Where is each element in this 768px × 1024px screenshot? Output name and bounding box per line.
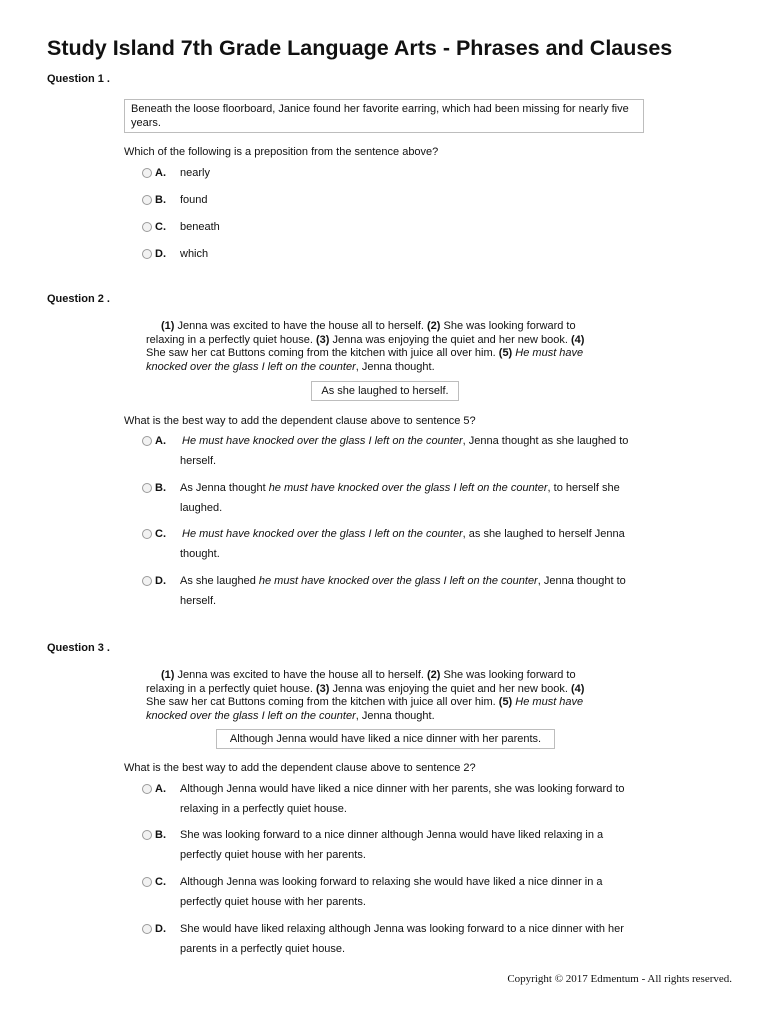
option-text (180, 478, 630, 518)
radio-button-icon[interactable] (142, 249, 152, 259)
question-2-clause: As she laughed to herself. (311, 381, 459, 401)
option-letter: D. (155, 923, 166, 935)
question-2-prompt: What is the best way to add the dependent clause above to sentence 5? (124, 415, 476, 427)
sentence-number: (5) (498, 696, 513, 708)
option-letter: A. (155, 435, 166, 447)
option-letter: B. (155, 194, 166, 206)
radio-button-icon[interactable] (142, 436, 152, 446)
sentence-text: , Jenna thought. (355, 360, 435, 373)
option-text-plain: As she laughed (180, 575, 259, 587)
question-2-passage (146, 320, 606, 374)
sentence-number: (3) (316, 333, 330, 346)
sentence-text: She saw her cat Buttons coming from the kitchen with juice all over him. (146, 696, 499, 708)
radio-button-icon[interactable] (142, 529, 152, 539)
sentence-text: She was looking forward to relaxing in a perfectly quiet house. (146, 320, 576, 346)
question-2-label: Question 2 . (47, 293, 110, 305)
option-letter: C. (155, 528, 166, 540)
option-text-italic: He must have knocked over the glass I left on the counter (182, 435, 463, 447)
option-letter: D. (155, 575, 166, 587)
question-3-label: Question 3 . (47, 642, 110, 654)
sentence-number: (4) (571, 333, 585, 346)
option-text (180, 524, 630, 564)
radio-button-icon[interactable] (142, 576, 152, 586)
option-text (180, 431, 630, 471)
option-text: Although Jenna was looking forward to relaxing she would have liked a nice dinner in a perfectly quiet house with her parents. (180, 876, 603, 908)
radio-button-icon[interactable] (142, 877, 152, 887)
option-text-plain: , Jenna thought to herself. (180, 575, 626, 607)
sentence-text: Jenna was excited to have the house all to herself. (174, 669, 427, 681)
option-text-plain: As Jenna thought (180, 482, 269, 494)
sentence-number: (2) (427, 320, 441, 332)
option-text-plain: , Jenna thought as she laughed to herself. (180, 435, 629, 467)
option-text-plain: , as she laughed to herself Jenna thought. (180, 528, 625, 560)
option-text: which (180, 248, 209, 260)
option-text (180, 571, 630, 611)
sentence-number: (4) (571, 682, 585, 695)
option-text-italic: he must have knocked over the glass I left on the counter (268, 482, 548, 494)
option-text-plain: , to herself she laughed. (180, 482, 620, 514)
question-1-label: Question 1 . (47, 73, 110, 85)
sentence-text: She was looking forward to relaxing in a perfectly quiet house. (146, 669, 576, 695)
question-3-clause: Although Jenna would have liked a nice dinner with her parents. (216, 729, 555, 749)
copyright-footer: Copyright © 2017 Edmentum - All rights reserved. (507, 973, 732, 985)
sentence-text: He must have knocked over the glass I left on the counter (146, 696, 584, 722)
sentence-text: Jenna was enjoying the quiet and her new book. (329, 682, 572, 695)
sentence-text: He must have knocked over the glass I left on the counter (146, 347, 584, 373)
option-letter: C. (155, 876, 166, 888)
question-3-passage (146, 669, 606, 723)
question-3-prompt: What is the best way to add the dependent clause above to sentence 2? (124, 762, 476, 774)
option-text: nearly (180, 167, 210, 179)
option-text-italic: he must have knocked over the glass I left on the counter (258, 575, 538, 587)
question-1-prompt: Which of the following is a preposition from the sentence above? (124, 146, 439, 158)
radio-button-icon[interactable] (142, 924, 152, 934)
question-1-passage: Beneath the loose floorboard, Janice found her favorite earring, which had been missing for nearly five years. (124, 99, 644, 133)
sentence-number: (1) (161, 669, 175, 681)
radio-button-icon[interactable] (142, 222, 152, 232)
sentence-text: Jenna was excited to have the house all to herself. (174, 320, 427, 332)
option-letter: B. (155, 829, 166, 841)
sentence-text: She saw her cat Buttons coming from the kitchen with juice all over him. (146, 347, 499, 359)
option-letter: D. (155, 248, 166, 260)
option-letter: A. (155, 783, 166, 795)
page-title: Study Island 7th Grade Language Arts - Phrases and Clauses (47, 36, 673, 60)
radio-button-icon[interactable] (142, 483, 152, 493)
sentence-text: , Jenna thought. (355, 709, 435, 722)
sentence-text: Jenna was enjoying the quiet and her new book. (329, 333, 572, 346)
option-text: beneath (180, 221, 220, 233)
radio-button-icon[interactable] (142, 195, 152, 205)
sentence-number: (5) (498, 347, 513, 359)
option-letter: C. (155, 221, 166, 233)
radio-button-icon[interactable] (142, 168, 152, 178)
option-letter: B. (155, 482, 166, 494)
option-text: She would have liked relaxing although Jenna was looking forward to a nice dinner with her parents in a perfectly quiet house. (180, 923, 624, 955)
radio-button-icon[interactable] (142, 784, 152, 794)
option-text-italic: He must have knocked over the glass I left on the counter (182, 528, 463, 540)
option-text: found (180, 194, 208, 206)
option-letter: A. (155, 167, 166, 179)
option-text: She was looking forward to a nice dinner although Jenna would have liked relaxing in a perfectly quiet house with her parents. (180, 829, 604, 861)
sentence-number: (3) (316, 682, 330, 695)
radio-button-icon[interactable] (142, 830, 152, 840)
sentence-number: (2) (427, 669, 441, 681)
option-text: Although Jenna would have liked a nice dinner with her parents, she was looking forward to relaxing in a perfectly quiet house. (180, 783, 625, 815)
sentence-number: (1) (161, 320, 175, 332)
